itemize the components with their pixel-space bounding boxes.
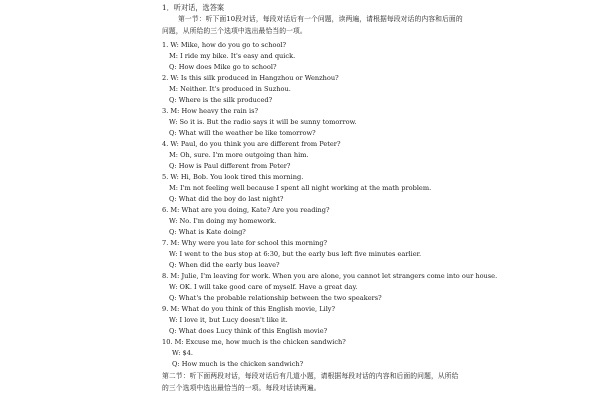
section-title: 1．听对话，选答案 xyxy=(162,3,225,12)
item-2-line-1: 2. W: Is this silk produced in Hangzhou or Wenzhou? xyxy=(162,74,339,82)
intro-line-2: 问题，从所给的三个选项中选出最恰当的一项。 xyxy=(162,27,307,35)
item-4-line-2: M: Oh, sure. I'm more outgoing than him. xyxy=(169,151,309,159)
intro-line-1: 第一节：听下面10段对话，每段对话后有一个问题，读两遍，请根据每段对话的内容和后面的 xyxy=(178,15,463,23)
item-1-line-2: M: I ride my bike. It's easy and quick. xyxy=(169,52,296,60)
item-8-line-1: 8. M: Julie, I'm leaving for work. When you are alone, you cannot let strangers come into our house. xyxy=(162,272,498,280)
item-4-question: Q: How is Paul different from Peter? xyxy=(169,162,291,170)
item-number: 1. xyxy=(162,41,169,49)
item-3-line-1: 3. M: How heavy the rain is? xyxy=(162,107,259,115)
item-2-line-2: M: Neither. It's produced in Suzhou. xyxy=(169,85,291,93)
item-3-line-2: W: So it is. But the radio says it will be sunny tomorrow. xyxy=(169,118,357,126)
item-6-question: Q: What is Kate doing? xyxy=(169,228,246,236)
item-number: 7. xyxy=(162,239,169,247)
item-number: 8. xyxy=(162,272,169,280)
item-5-line-1: 5. W: Hi, Bob. You look tired this morning. xyxy=(162,173,304,181)
item-3-question: Q: What will the weather be like tomorrow? xyxy=(169,129,316,137)
item-6-line-2: W: No. I'm doing my homework. xyxy=(169,217,277,225)
item-9-question: Q: What does Lucy think of this English movie? xyxy=(169,327,328,335)
item-7-line-2: W: I went to the bus stop at 6:30, but the early bus left five minutes earlier. xyxy=(169,250,422,258)
item-9-line-2: W: I love it, but Lucy doesn't like it. xyxy=(169,316,288,324)
item-5-question: Q: What did the boy do last night? xyxy=(169,195,284,203)
item-7-question: Q: When did the early bus leave? xyxy=(169,261,280,269)
item-9-line-1: 9. M: What do you think of this English movie, Lily? xyxy=(162,305,336,313)
item-7-line-1: 7. M: Why were you late for school this morning? xyxy=(162,239,328,247)
section2-line-1: 第二节：听下面两段对话，每段对话后有几道小题，请根据每段对话的内容和后面的问题，从所给 xyxy=(162,372,459,380)
item-number: 10. xyxy=(162,338,173,346)
item-number: 3. xyxy=(162,107,169,115)
item-1-question: Q: How does Mike go to school? xyxy=(169,63,277,71)
item-10-question: Q: How much is the chicken sandwich? xyxy=(172,360,304,368)
item-number: 9. xyxy=(162,305,169,313)
item-8-line-2: W: OK. I will take good care of myself. Have a great day. xyxy=(169,283,358,291)
item-5-line-2: M: I'm not feeling well because I spent all night working at the math problem. xyxy=(169,184,432,192)
item-10-line-2: W: $4. xyxy=(172,349,194,357)
section2-line-2: 的三个选项中选出最恰当的一项。每段对话读两遍。 xyxy=(162,384,321,392)
item-number: 2. xyxy=(162,74,169,82)
item-4-line-1: 4. W: Paul, do you think you are different from Peter? xyxy=(162,140,341,148)
item-10-line-1: 10. M: Excuse me, how much is the chicken sandwich? xyxy=(162,338,346,346)
item-2-question: Q: Where is the silk produced? xyxy=(169,96,273,104)
item-number: 4. xyxy=(162,140,169,148)
item-6-line-1: 6. M: What are you doing, Kate? Are you reading? xyxy=(162,206,330,214)
item-number: 5. xyxy=(162,173,169,181)
item-8-question: Q: What's the probable relationship between the two speakers? xyxy=(169,294,382,302)
item-number: 6. xyxy=(162,206,169,214)
item-1-line-1: 1. W: Mike, how do you go to school? xyxy=(162,41,287,49)
